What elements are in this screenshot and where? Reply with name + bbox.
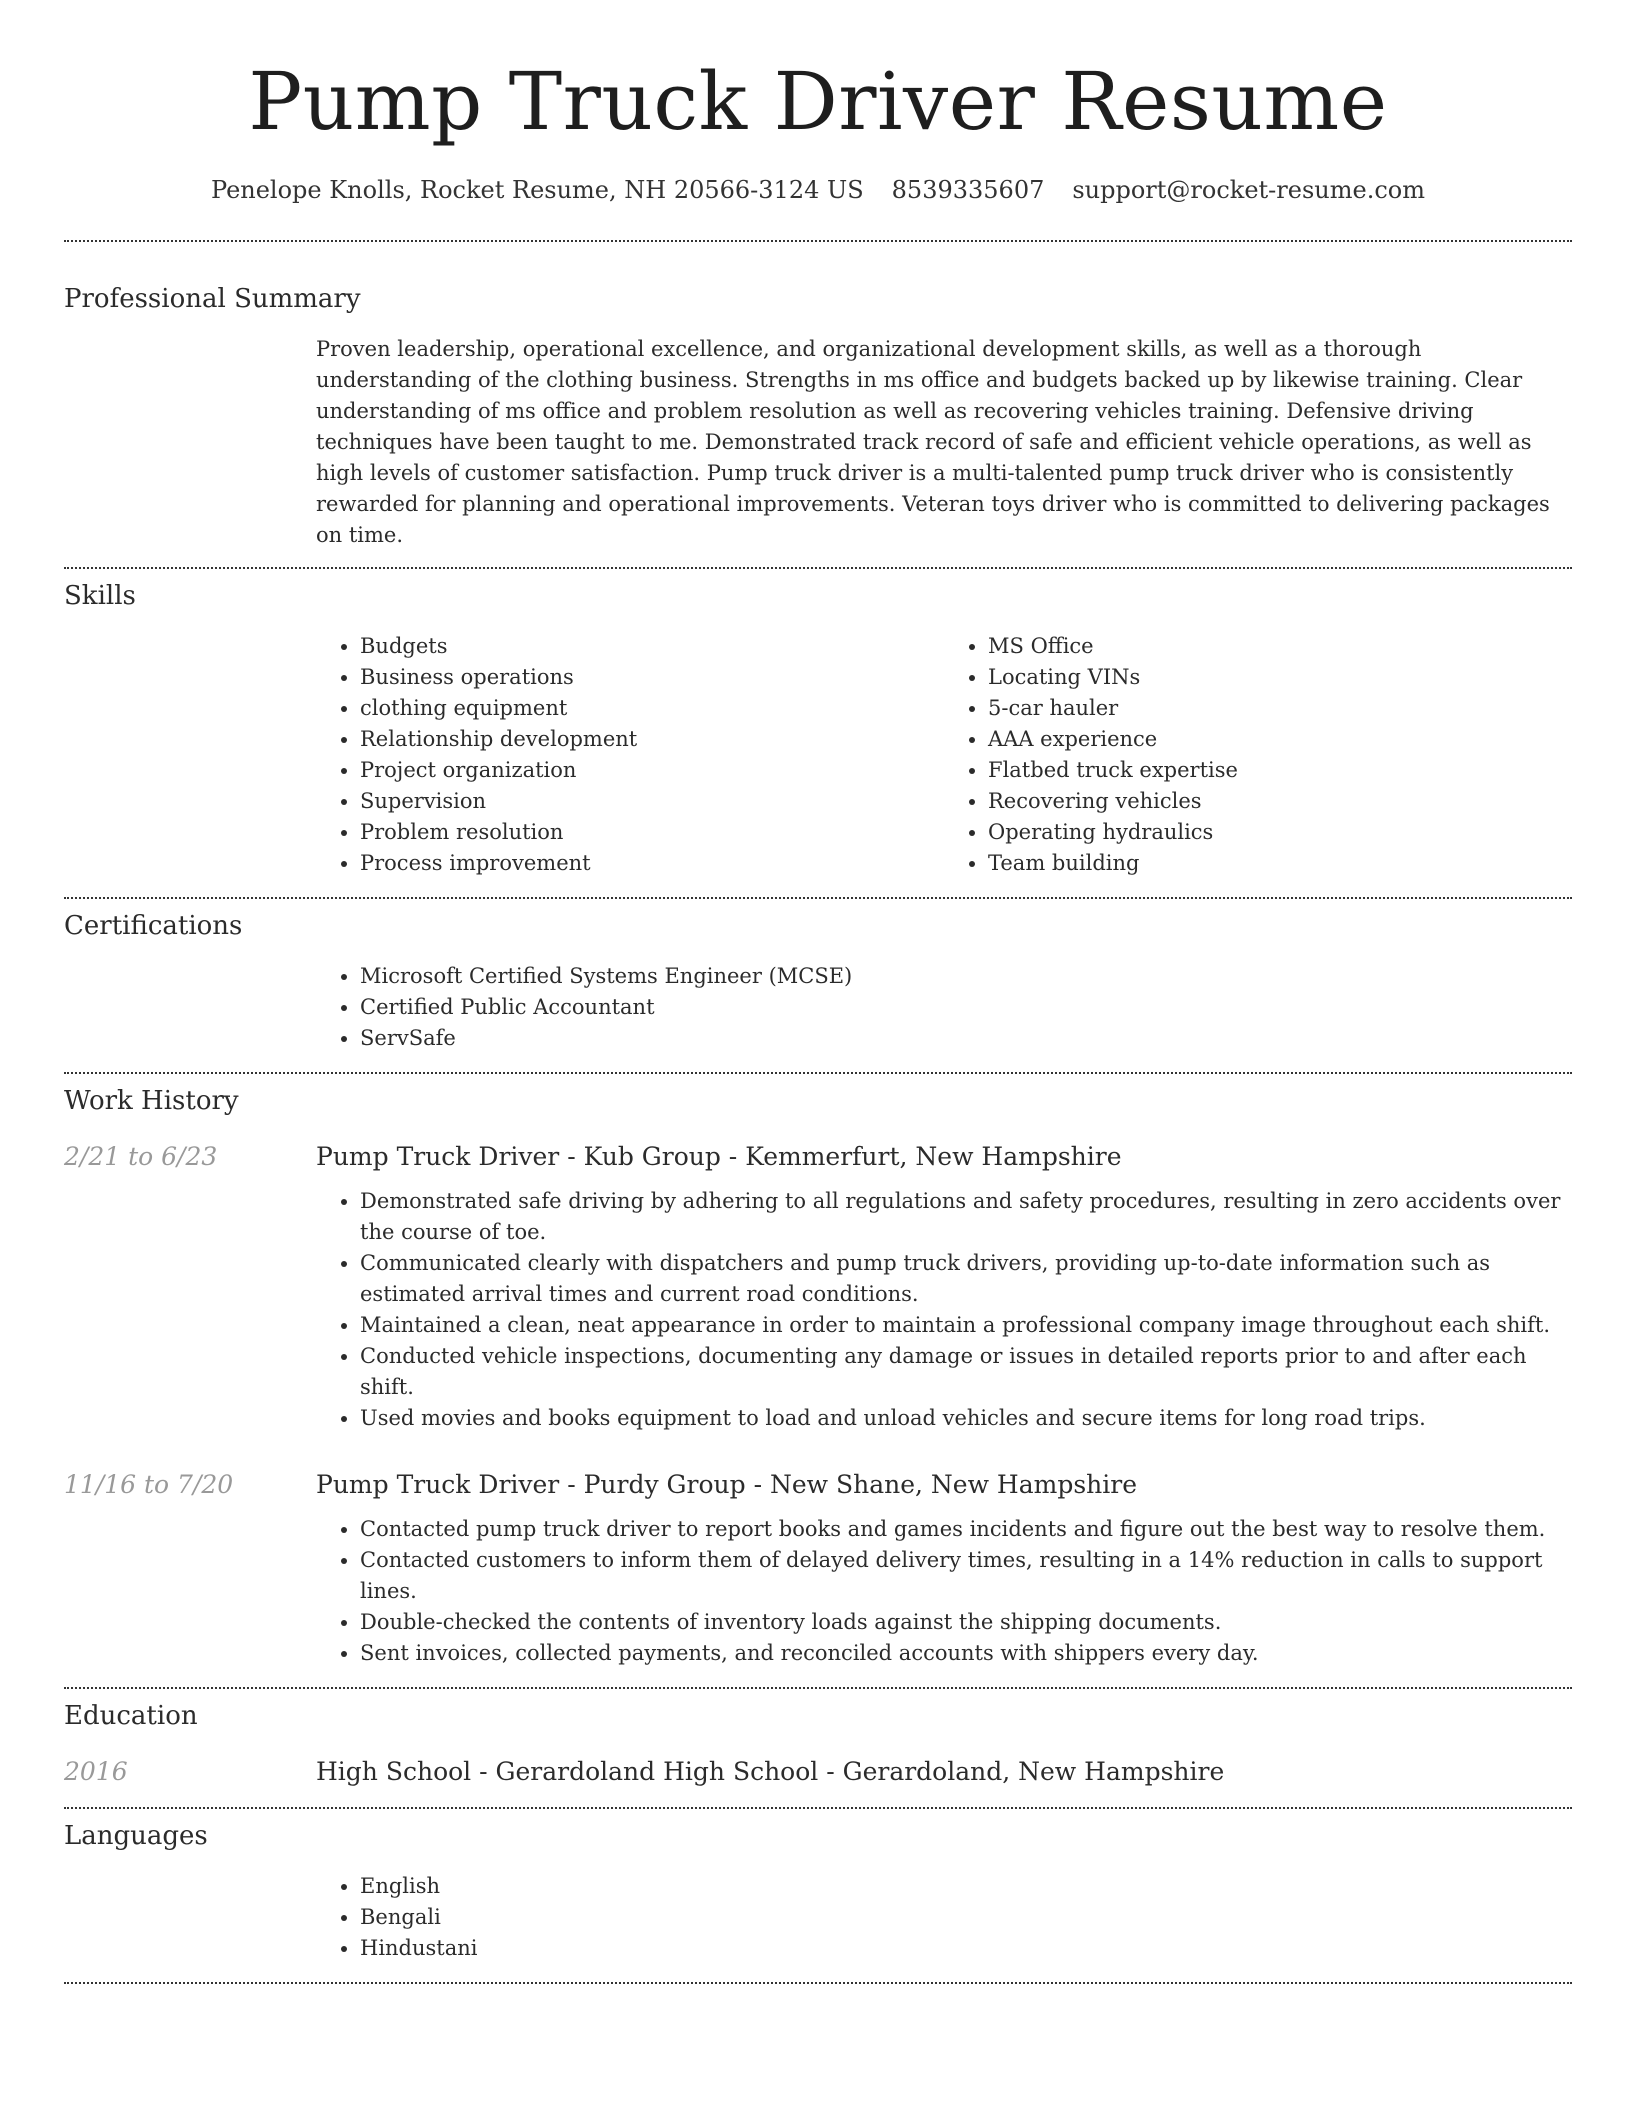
skill-item: • 5-car hauler — [988, 693, 1572, 724]
skills-list-right — [944, 631, 1572, 879]
job-entry — [64, 1468, 1572, 1669]
skill-item: • AAA experience — [988, 724, 1572, 755]
certifications-heading: Certifications — [64, 911, 243, 941]
job-bullet: • Contacted customers to inform them of delayed delivery times, resulting in a 14% reduction in calls to support lines. — [360, 1545, 1572, 1607]
languages-list-wrap — [316, 1871, 1572, 1964]
work-history-heading: Work History — [64, 1086, 239, 1116]
skill-item: • Project organization — [360, 755, 944, 786]
language-item: • English — [360, 1871, 1572, 1902]
resume-page — [64, 0, 1572, 1984]
contact-phone: 8539335607 — [891, 176, 1045, 204]
summary-section — [64, 282, 1572, 551]
job-bullets — [316, 1186, 1572, 1434]
skill-item: • Supervision — [360, 786, 944, 817]
job-entry — [64, 1140, 1572, 1434]
job-dates: 2/21 to 6/23 — [64, 1142, 218, 1171]
skill-item: • Locating VINs — [988, 662, 1572, 693]
education-section — [64, 1699, 1572, 1789]
divider — [64, 1072, 1572, 1074]
education-title: High School - Gerardoland High School - Gerardoland, New Hampshire — [316, 1757, 1225, 1786]
skill-item: • Budgets — [360, 631, 944, 662]
work-history-section — [64, 1084, 1572, 1669]
certifications-list — [316, 961, 1572, 1054]
divider — [64, 1687, 1572, 1689]
job-bullet: • Maintained a clean, neat appearance in order to maintain a professional company image throughout each shift. — [360, 1310, 1572, 1341]
divider — [64, 240, 1572, 242]
skill-item: • clothing equipment — [360, 693, 944, 724]
contact-address: Penelope Knolls, Rocket Resume, NH 20566-3124 US — [211, 176, 864, 204]
languages-list — [316, 1871, 1572, 1964]
skill-item: • Relationship development — [360, 724, 944, 755]
skills-list-left — [316, 631, 944, 879]
job-bullet: • Communicated clearly with dispatchers and pump truck drivers, providing up-to-date information such as estimated arrival times and current road conditions. — [360, 1248, 1572, 1310]
certification-item: • ServSafe — [360, 1023, 1572, 1054]
education-date: 2016 — [64, 1757, 128, 1786]
skill-item: • Operating hydraulics — [988, 817, 1572, 848]
job-bullet: • Demonstrated safe driving by adhering to all regulations and safety procedures, resulting in zero accidents over the course of toe. — [360, 1186, 1572, 1248]
job-bullets — [316, 1514, 1572, 1669]
job-bullet: • Sent invoices, collected payments, and reconciled accounts with shippers every day. — [360, 1638, 1572, 1669]
job-title: Pump Truck Driver - Purdy Group - New Shane, New Hampshire — [316, 1470, 1138, 1499]
language-item: • Bengali — [360, 1902, 1572, 1933]
job-body — [316, 1468, 1572, 1669]
job-bullet: • Conducted vehicle inspections, documenting any damage or issues in detailed reports prior to and after each shift. — [360, 1341, 1572, 1403]
certifications-list-wrap — [316, 961, 1572, 1054]
divider — [64, 567, 1572, 569]
job-bullet: • Used movies and books equipment to load and unload vehicles and secure items for long road trips. — [360, 1403, 1572, 1434]
languages-section — [64, 1819, 1572, 1964]
language-item: • Hindustani — [360, 1933, 1572, 1964]
languages-heading: Languages — [64, 1821, 208, 1851]
certification-item: • Microsoft Certified Systems Engineer (MCSE) — [360, 961, 1572, 992]
contact-email: support@rocket-resume.com — [1072, 176, 1425, 204]
education-heading: Education — [64, 1701, 198, 1731]
resume-title: Pump Truck Driver Resume — [248, 55, 1388, 148]
skill-item: • Business operations — [360, 662, 944, 693]
job-title: Pump Truck Driver - Kub Group - Kemmerfurt, New Hampshire — [316, 1142, 1122, 1171]
summary-text: Proven leadership, operational excellence, and organizational development skills, as well as a thorough understanding of the clothing business. Strengths in ms office and budgets backed up by likewise training. Clear understanding of ms office and problem resolution as well as recovering vehicles training. Defensive driving techniques have been taught to me. Demonstrated track record of safe and efficient vehicle operations, as well as high levels of customer satisfaction. Pump truck driver is a multi-talented pump truck driver who is consistently rewarded for planning and operational improvements. Veteran toys driver who is committed to delivering packages on time. — [316, 337, 1550, 547]
certification-item: • Certified Public Accountant — [360, 992, 1572, 1023]
skill-item: • Problem resolution — [360, 817, 944, 848]
divider — [64, 897, 1572, 899]
job-body — [316, 1140, 1572, 1434]
contact-line — [64, 174, 1572, 206]
divider — [64, 1807, 1572, 1809]
skill-item: • Team building — [988, 848, 1572, 879]
certifications-section — [64, 909, 1572, 1054]
summary-heading: Professional Summary — [64, 284, 361, 314]
job-bullet: • Double-checked the contents of inventory loads against the shipping documents. — [360, 1607, 1572, 1638]
skills-columns — [316, 631, 1572, 879]
skills-section — [64, 579, 1572, 879]
education-entry — [64, 1755, 1572, 1789]
skill-item: • Flatbed truck expertise — [988, 755, 1572, 786]
job-bullet: • Contacted pump truck driver to report books and games incidents and figure out the best way to resolve them. — [360, 1514, 1572, 1545]
skill-item: • MS Office — [988, 631, 1572, 662]
skill-item: • Process improvement — [360, 848, 944, 879]
divider — [64, 1982, 1572, 1984]
skills-heading: Skills — [64, 581, 136, 611]
job-dates: 11/16 to 7/20 — [64, 1470, 234, 1499]
skill-item: • Recovering vehicles — [988, 786, 1572, 817]
